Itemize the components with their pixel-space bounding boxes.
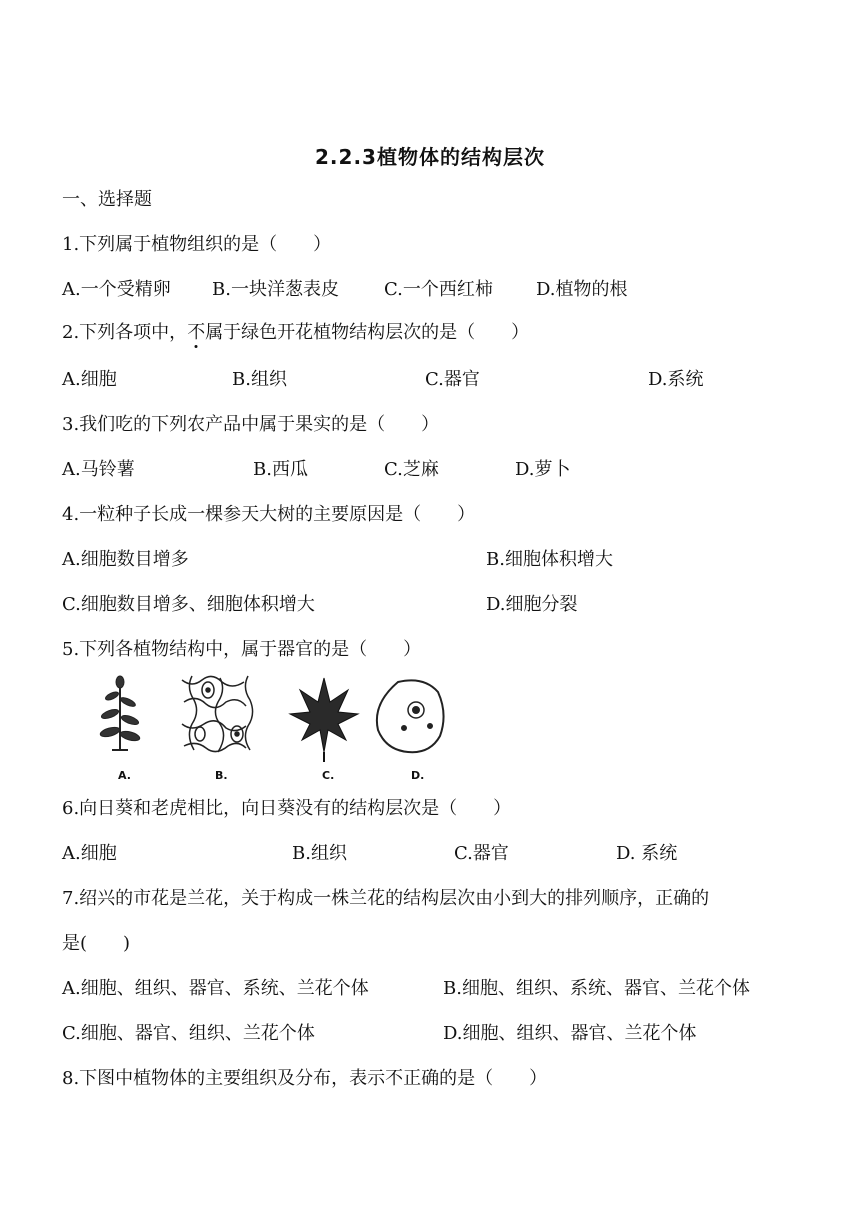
question-3-stem: 3.我们吃的下列农产品中属于果实的是（ ） — [62, 414, 440, 435]
q7-option-c: C.细胞、器官、组织、兰花个体 — [62, 1023, 315, 1044]
question-7-stem: 7.绍兴的市花是兰花，关于构成一株兰花的结构层次由小到大的排列顺序，正确的 — [62, 888, 710, 909]
plant-icon — [99, 676, 140, 750]
q3-option-c: C.芝麻 — [384, 459, 439, 480]
q5-figure-label-b: B. — [215, 769, 228, 782]
q1-option-b: B.一块洋葱表皮 — [212, 279, 339, 300]
question-8-stem: 8.下图中植物体的主要组织及分布，表示不正确的是（ ） — [62, 1068, 548, 1089]
question-5-stem: 5.下列各植物结构中，属于器官的是（ ） — [62, 639, 422, 660]
cell-icon — [377, 680, 444, 752]
q2-option-b: B.组织 — [232, 369, 287, 390]
q6-option-d: D. 系统 — [616, 843, 678, 864]
q1-option-d: D.植物的根 — [536, 279, 628, 300]
q4-option-a: A.细胞数目增多 — [62, 549, 189, 570]
q2-option-a: A.细胞 — [62, 369, 117, 390]
q1-option-a: A.一个受精卵 — [62, 279, 171, 300]
question-6-stem: 6.向日葵和老虎相比，向日葵没有的结构层次是（ ） — [62, 798, 512, 819]
q6-option-b: B.组织 — [292, 843, 347, 864]
question-2-stem — [62, 320, 529, 346]
q5-figure-label-c: C. — [322, 769, 335, 782]
q7-option-d: D.细胞、组织、器官、兰花个体 — [443, 1023, 697, 1044]
q6-option-a: A.细胞 — [62, 843, 117, 864]
q3-option-b: B.西瓜 — [253, 459, 308, 480]
q7-option-b: B.细胞、组织、系统、器官、兰花个体 — [443, 978, 750, 999]
q2-option-d: D.系统 — [648, 369, 704, 390]
tissue-icon — [182, 676, 253, 752]
q2-stem-post: 属于绿色开花植物结构层次的是（ ） — [205, 322, 530, 343]
q2-stem-pre: 2.下列各项中， — [62, 322, 188, 343]
q6-option-c: C.器官 — [454, 843, 509, 864]
q5-figure-label-a: A. — [118, 769, 131, 782]
q4-option-c: C.细胞数目增多、细胞体积增大 — [62, 594, 315, 615]
q7-option-a: A.细胞、组织、器官、系统、兰花个体 — [62, 978, 369, 999]
q3-option-a: A.马铃薯 — [62, 459, 135, 480]
leaf-icon — [290, 678, 358, 762]
q5-figure-label-d: D. — [411, 769, 425, 782]
question-4-stem: 4.一粒种子长成一棵参天大树的主要原因是（ ） — [62, 504, 476, 525]
q4-option-b: B.细胞体积增大 — [486, 549, 613, 570]
q3-option-d: D.萝卜 — [515, 459, 571, 480]
q2-emphasis: 不 — [187, 322, 206, 343]
q5-figure-drawings — [92, 672, 452, 784]
q4-option-d: D.细胞分裂 — [486, 594, 578, 615]
section-heading: 一、选择题 — [62, 189, 152, 210]
q5-figure — [92, 672, 452, 784]
q2-option-c: C.器官 — [425, 369, 480, 390]
page-title: 2.2.3植物体的结构层次 — [315, 145, 545, 169]
question-7-stem-cont: 是( ) — [62, 933, 131, 954]
q1-option-c: C.一个西红柿 — [384, 279, 493, 300]
question-1-stem: 1.下列属于植物组织的是（ ） — [62, 234, 332, 255]
